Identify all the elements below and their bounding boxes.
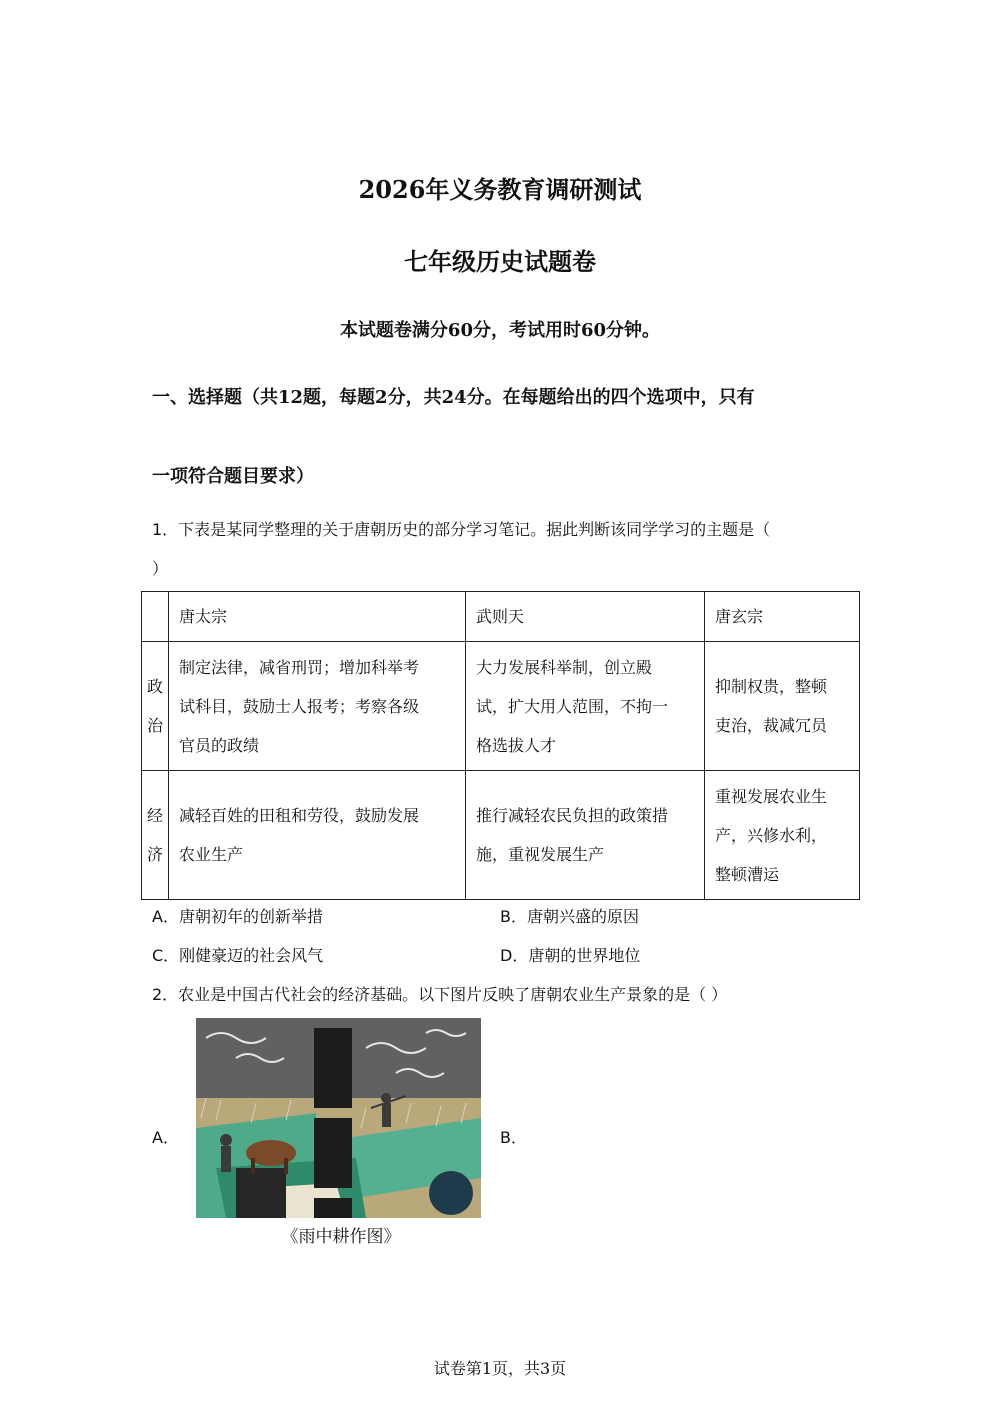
cell-line: 重视发展农业生 xyxy=(715,786,828,806)
table-row-politics xyxy=(142,642,860,771)
page-footer: 试卷第1页，共3页 xyxy=(433,1359,567,1378)
table-cell xyxy=(705,642,860,771)
question-1-stem-end: ） xyxy=(152,559,169,578)
exam-title: 2026年义务教育调研测试 xyxy=(358,175,642,204)
table-cell xyxy=(705,771,860,900)
cell-line: 施，重视发展生产 xyxy=(476,845,605,864)
row-label-char: 治 xyxy=(146,716,163,735)
cell-line: 吏治，裁减冗员 xyxy=(715,716,828,735)
mural-image xyxy=(196,1018,481,1218)
table-header-row xyxy=(142,592,860,642)
table-cell xyxy=(169,771,466,900)
section-heading-line2: 一项符合题目要求） xyxy=(152,466,314,487)
painting-caption: 《雨中耕作图》 xyxy=(281,1227,401,1247)
cell-line: 整顿漕运 xyxy=(715,864,780,884)
exam-subtitle: 七年级历史试题卷 xyxy=(404,247,596,276)
section-heading-line1: 一、选择题（共12题，每题2分，共24分。在每题给出的四个选项中，只有 xyxy=(152,387,755,408)
table-row-economy xyxy=(142,771,860,900)
cell-line: 试，扩大用人范围，不拘一 xyxy=(476,696,669,716)
option-b[interactable]: B．唐朝兴盛的原因 xyxy=(500,907,639,926)
cell-line: 大力发展科举制，创立殿 xyxy=(476,657,653,677)
question-2-stem: 2．农业是中国古代社会的经济基础。以下图片反映了唐朝农业生产景象的是（ ） xyxy=(152,985,728,1004)
q2-option-a-label[interactable]: A． xyxy=(152,1128,179,1147)
cell-line: 官员的政绩 xyxy=(179,735,260,755)
row-label-char: 经 xyxy=(146,806,163,825)
table-header-cell: 武则天 xyxy=(466,592,705,642)
table-corner-cell xyxy=(142,592,169,642)
option-d[interactable]: D．唐朝的世界地位 xyxy=(500,946,641,965)
question-1-stem: 1．下表是某同学整理的关于唐朝历史的部分学习笔记。据此判断该同学学习的主题是（ xyxy=(152,520,771,539)
row-label-char: 政 xyxy=(146,677,163,696)
q2-option-b-label[interactable]: B． xyxy=(500,1128,527,1147)
cell-line: 减轻百姓的田租和劳役，鼓励发展 xyxy=(179,806,420,825)
cell-line: 格选拔人才 xyxy=(476,735,557,755)
study-notes-table xyxy=(141,591,860,900)
row-label-economy xyxy=(142,771,169,900)
option-a[interactable]: A．唐朝初年的创新举措 xyxy=(152,907,323,926)
table-header-cell: 唐玄宗 xyxy=(705,592,860,642)
cell-line: 抑制权贵，整顿 xyxy=(715,677,828,696)
table-cell xyxy=(466,771,705,900)
cell-line: 产，兴修水利， xyxy=(715,825,828,845)
cell-line: 制定法律，减省刑罚；增加科举考 xyxy=(179,657,420,677)
table-header-cell: 唐太宗 xyxy=(169,592,466,642)
row-label-politics xyxy=(142,642,169,771)
option-c[interactable]: C．刚健豪迈的社会风气 xyxy=(152,946,324,965)
cell-line: 试科目，鼓励士人报考；考察各级 xyxy=(179,696,420,716)
cell-line: 农业生产 xyxy=(179,845,244,864)
exam-note: 本试题卷满分60分，考试用时60分钟。 xyxy=(339,320,661,341)
rain-plowing-painting xyxy=(196,1018,481,1218)
table-cell xyxy=(466,642,705,771)
table-cell xyxy=(169,642,466,771)
cell-line: 推行减轻农民负担的政策措 xyxy=(476,806,669,825)
row-label-char: 济 xyxy=(146,845,163,864)
